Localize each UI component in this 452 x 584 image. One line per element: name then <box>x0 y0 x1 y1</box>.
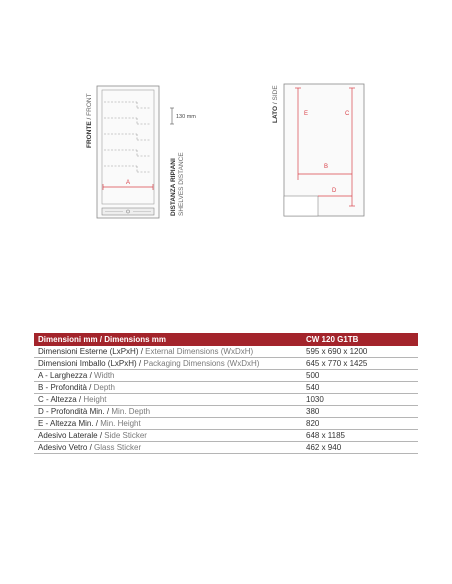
row-value: 648 x 1185 <box>302 430 418 442</box>
front-label-it: FRONTE <box>86 121 93 148</box>
row-label-it: Dimensioni Esterne (LxPxH) <box>38 347 139 356</box>
shelves-distance-label-it: DISTANZA RIPIANI <box>170 158 177 216</box>
dimension-c-label: C <box>345 111 350 117</box>
row-label-en: Side Sticker <box>104 431 147 440</box>
row-label-it: Adesivo Laterale <box>38 431 98 440</box>
table-row: D - Profondità Min. / Min. Depth 380 <box>34 406 418 418</box>
table-row: C - Altezza / Height 1030 <box>34 394 418 406</box>
table-row: Adesivo Vetro / Glass Sticker 462 x 940 <box>34 442 418 454</box>
row-value: 820 <box>302 418 418 430</box>
row-value: 500 <box>302 370 418 382</box>
row-label-it: C - Altezza <box>38 395 77 404</box>
table-row: A - Larghezza / Width 500 <box>34 370 418 382</box>
row-label-it: A - Larghezza <box>38 371 88 380</box>
row-label-en: Packaging Dimensions (WxDxH) <box>143 359 260 368</box>
side-label: LATO / SIDE <box>272 85 279 123</box>
row-label-en: Glass Sticker <box>94 443 142 452</box>
side-label-en: SIDE <box>272 85 279 101</box>
row-value: 462 x 940 <box>302 442 418 454</box>
table-row: Dimensioni Esterne (LxPxH) / External Dimensions (WxDxH) 595 x 690 x 1200 <box>34 346 418 358</box>
front-label-en: FRONT <box>86 93 93 116</box>
dimension-b-label: B <box>324 164 329 170</box>
row-label-it: D - Profondità Min. <box>38 407 105 416</box>
dimension-d-label: D <box>332 188 337 194</box>
row-label-it: Adesivo Vetro <box>38 443 88 452</box>
row-value: 380 <box>302 406 418 418</box>
row-label-en: Width <box>94 371 115 380</box>
table-row: Dimensioni Imballo (LxPxH) / Packaging Dimensions (WxDxH) 645 x 770 x 1425 <box>34 358 418 370</box>
shelf-distance-marker <box>170 108 174 124</box>
shelves-distance-label <box>170 152 186 216</box>
row-label-it: Dimensioni Imballo (LxPxH) <box>38 359 137 368</box>
row-label-en: Height <box>83 395 107 404</box>
front-cabinet-outline <box>97 86 159 218</box>
row-value: 540 <box>302 382 418 394</box>
front-label: FRONTE / FRONT <box>86 93 93 148</box>
row-value: 645 x 770 x 1425 <box>302 358 418 370</box>
dimension-e-label: E <box>304 111 309 117</box>
table-row: E - Altezza Min. / Min. Height 820 <box>34 418 418 430</box>
row-label-it: B - Profondità <box>38 383 87 392</box>
table-header-label: Dimensioni mm / Dimensions mm <box>34 333 302 346</box>
table-header-model: CW 120 G1TB <box>302 333 418 346</box>
table-row: Adesivo Laterale / Side Sticker 648 x 1185 <box>34 430 418 442</box>
table-row: B - Profondità / Depth 540 <box>34 382 418 394</box>
row-label-en: Min. Depth <box>111 407 151 416</box>
row-value: 595 x 690 x 1200 <box>302 346 418 358</box>
table-header-row <box>34 333 418 346</box>
dimensions-table <box>34 333 418 454</box>
side-label-it: LATO <box>272 105 279 123</box>
row-value: 1030 <box>302 394 418 406</box>
side-base-cutout <box>284 196 318 216</box>
side-view-diagram <box>282 82 372 222</box>
row-label-en: Depth <box>93 383 115 392</box>
row-label-it: E - Altezza Min. <box>38 419 94 428</box>
row-label-en: Min. Height <box>100 419 141 428</box>
shelves-distance-label-en: SHELVES DISTANCE <box>178 152 185 216</box>
row-label-en: External Dimensions (WxDxH) <box>145 347 254 356</box>
dimension-a-label: A <box>125 180 131 186</box>
front-view-diagram <box>95 84 210 224</box>
shelf-distance-value: 130 mm <box>176 114 196 120</box>
